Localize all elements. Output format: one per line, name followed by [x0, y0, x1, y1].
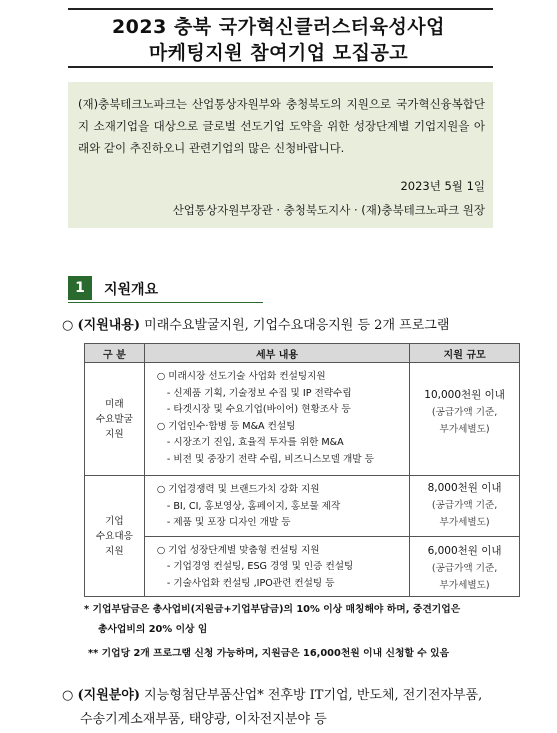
note-1-line2: 총사업비의 20% 이상 임: [98, 624, 208, 635]
detail-sub: - 기업경영 컨설팅, ESG 경영 및 인증 컨설팅: [166, 561, 354, 572]
circle-bullet-icon: ○: [62, 688, 74, 703]
detail-main: ○ 기업 성장단계별 맞춤형 컨설팅 지원: [156, 544, 320, 556]
category-cell: [85, 476, 145, 597]
category-text: 지원: [105, 545, 124, 557]
support-cell: [410, 363, 520, 476]
title-bottom-rule: [68, 66, 493, 68]
support-field-text-1: 지능형첨단부품산업* 전후방 IT기업, 반도체, 전기전자부품,: [144, 688, 483, 703]
support-note: 부가세별도): [439, 579, 490, 591]
support-content-label: (지원내용): [77, 318, 141, 333]
detail-sub: - 타겟시장 및 수요기업(바이어) 현황조사 등: [166, 404, 351, 415]
section-underline: [68, 302, 263, 303]
detail-main: ○ 미래시장 선도기술 사업화 컨설팅지원: [156, 371, 326, 382]
detail-main: ○ 기업경쟁력 및 브랜드가치 강화 지원: [156, 484, 320, 495]
support-cell: [410, 536, 520, 597]
header-category: 구 분: [85, 344, 145, 363]
support-table: [84, 343, 520, 597]
section-title: 지원개요: [104, 282, 159, 298]
intro-date: 2023년 5월 1일: [400, 179, 485, 193]
support-field-line1: [62, 684, 482, 703]
table-row: [85, 536, 520, 597]
category-text: 지원: [105, 428, 124, 440]
category-text: 미래: [105, 398, 124, 410]
detail-main: ○ 기업인수·합병 등 M&A 컨설팅: [156, 420, 296, 432]
detail-cell: [144, 363, 409, 476]
support-amount: 8,000천원 이내: [427, 482, 502, 494]
category-text: 수요대응: [95, 530, 133, 542]
support-note: 부가세별도): [439, 517, 490, 528]
category-text: 수요발굴: [95, 413, 133, 425]
support-content-line: [62, 314, 449, 333]
detail-sub: - 비전 및 중장기 전략 수립, 비즈니스모델 개발 등: [166, 453, 374, 465]
detail-cell: [144, 536, 409, 597]
note-2: ** 기업당 2개 프로그램 신청 가능하며, 지원금은 16,000천원 이내 신청할 수 있음: [88, 648, 450, 659]
detail-sub: - 기술사업화 컨설팅 ,IPO관련 컨설팅 등: [166, 577, 335, 589]
detail-cell: [144, 476, 409, 537]
note-1-line1: * 기업부담금은 총사업비(지원금+기업부담금)의 10% 이상 매칭해야 하며, 중견기업은: [84, 604, 461, 615]
intro-signature: 산업통상자원부장관 · 충청북도지사 · (재)충북테크노파크 원장: [172, 203, 485, 217]
header-support: 지원 규모: [410, 344, 520, 363]
section-number-badge: 1: [68, 276, 92, 300]
support-note: (공급가액 기준,: [431, 407, 498, 418]
detail-sub: - BI, CI, 홍보영상, 홈페이지, 홍보물 제작: [166, 500, 341, 512]
detail-sub: - 시장조기 진입, 효율적 투자를 위한 M&A: [166, 437, 344, 448]
support-amount: 6,000천원 이내: [427, 544, 502, 557]
support-note: (공급가액 기준,: [431, 500, 498, 511]
intro-text: (재)충북테크노파크는 산업통상자원부와 충청북도의 지원으로 국가혁신융복합단지 소재기업을 대상으로 글로벌 선도기업 도약을 위한 성장단계별 기업지원을 아래와 같이 추진하오니 관련기업의 많은 신청바랍니다.: [78, 97, 485, 155]
support-note: (공급가액 기준,: [431, 562, 498, 574]
support-cell: [410, 476, 520, 537]
table-header-row: [85, 344, 520, 363]
support-amount: 10,000천원 이내: [424, 389, 505, 401]
support-field-label: (지원분야): [77, 688, 141, 703]
detail-sub: - 제품 및 포장 디자인 개발 등: [166, 517, 291, 528]
category-text: 기업: [105, 515, 124, 527]
detail-sub: - 신제품 기획, 기술정보 수집 및 IP 전략수립: [166, 387, 352, 399]
support-note: 부가세별도): [439, 424, 490, 435]
support-field-line2: 수송기계소재부품, 태양광, 이차전지분야 등: [80, 712, 327, 727]
page-title-line2: 마케팅지원 참여기업 모집공고: [148, 42, 409, 64]
support-content-text: 미래수요발굴지원, 기업수요대응지원 등 2개 프로그램: [144, 318, 450, 333]
page-title-line1: 2023 충북 국가혁신클러스터육성사업: [111, 16, 446, 38]
table-row: [85, 476, 520, 537]
title-top-rule: [68, 8, 493, 10]
header-detail: 세부 내용: [144, 344, 409, 363]
category-cell: [85, 363, 145, 476]
circle-bullet-icon: ○: [62, 318, 74, 333]
table-row: [85, 363, 520, 476]
